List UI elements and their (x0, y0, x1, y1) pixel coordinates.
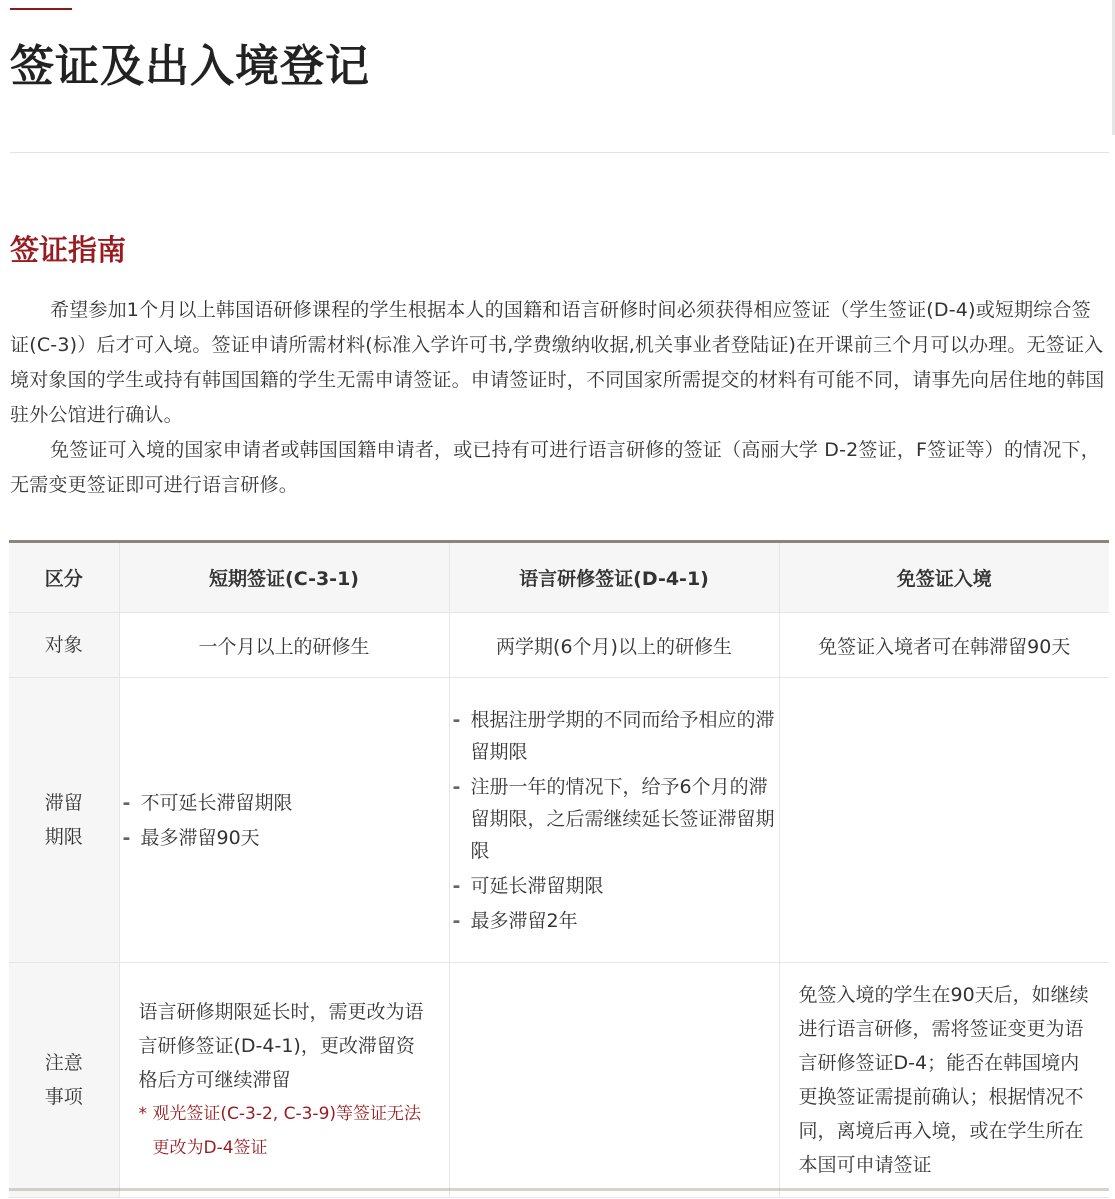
list-item: - 可延长滞留期限 (451, 870, 778, 902)
cell-stay-visa-free (779, 678, 1109, 963)
note-c3-warning: * 观光签证(C-3-2, C-3-9)等签证无法更改为D-4签证 (138, 1104, 422, 1158)
intro-paragraph-2: 免签证可入境的国家申请者或韩国国籍申请者，或已持有可进行语言研修的签证（高丽大学 D-2签证，F签证等）的情况下，无需变更签证即可进行语言研修。 (10, 439, 1100, 496)
visa-table (9, 540, 1109, 1198)
page-title: 签证及出入境登记 (10, 41, 370, 92)
title-accent-bar (10, 8, 72, 10)
note-c3-text: 语言研修期限延长时，需更改为语言研修签证(D-4-1)，更改滞留资格后方可继续滞留 (138, 1001, 424, 1091)
table-row-target (9, 613, 1109, 678)
row-label-target: 对象 (9, 613, 119, 678)
header-c3-visa: 短期签证(C-3-1) (119, 542, 449, 613)
cell-target-c3: 一个月以上的研修生 (119, 613, 449, 678)
section-title: 签证指南 (10, 233, 127, 267)
list-item: - 最多滞留2年 (451, 905, 778, 937)
header-d4-visa: 语言研修签证(D-4-1) (449, 542, 779, 613)
stay-c3-list (121, 787, 448, 854)
table-bottom-edge (9, 1188, 1109, 1191)
cell-note-visa-free (779, 963, 1109, 1198)
row-label-notes: 注意 事项 (9, 963, 119, 1198)
stay-d4-list (451, 704, 778, 937)
note-visa-free-text: 免签入境的学生在90天后，如继续进行语言研修，需将签证变更为语言研修签证D-4；能否在韩国境内更换签证需提前确认；根据情况不同，离境后再入境，或在学生所在本国可申请签证 (798, 984, 1089, 1176)
cell-stay-c3 (119, 678, 449, 963)
table-row-notes (9, 963, 1109, 1198)
intro-paragraph-1: 希望参加1个月以上韩国语研修课程的学生根据本人的国籍和语言研修时间必须获得相应签证（学生签证(D-4)或短期综合签证(C-3)）后才可入境。签证申请所需材料(标准入学许可书,学费缴纳收据,机关事业者登陆证)在开课前三个月可以办理。无签证入境对象国的学生或持有韩国国籍的学生无需申请签证。申请签证时，不同国家所需提交的材料有可能不同，请事先向居住地的韩国驻外公馆进行确认。 (10, 299, 1105, 426)
list-item: - 注册一年的情况下，给予6个月的滞留期限，之后需继续延长签证滞留期限 (451, 771, 778, 867)
table-row-stay-period (9, 678, 1109, 963)
title-divider (10, 152, 1109, 153)
cell-note-d4 (449, 963, 779, 1198)
list-item: - 根据注册学期的不同而给予相应的滞留期限 (451, 704, 778, 768)
list-item: - 最多滞留90天 (121, 822, 448, 854)
cell-note-c3 (119, 963, 449, 1198)
cell-stay-d4 (449, 678, 779, 963)
header-visa-free: 免签证入境 (779, 542, 1109, 613)
cell-target-visa-free: 免签证入境者可在韩滞留90天 (779, 613, 1109, 678)
header-category: 区分 (9, 542, 119, 613)
row-label-stay-period: 滞留 期限 (9, 678, 119, 963)
cell-target-d4: 两学期(6个月)以上的研修生 (449, 613, 779, 678)
list-item: - 不可延长滞留期限 (121, 787, 448, 819)
table-header-row (9, 542, 1109, 613)
intro-text (10, 293, 1110, 503)
